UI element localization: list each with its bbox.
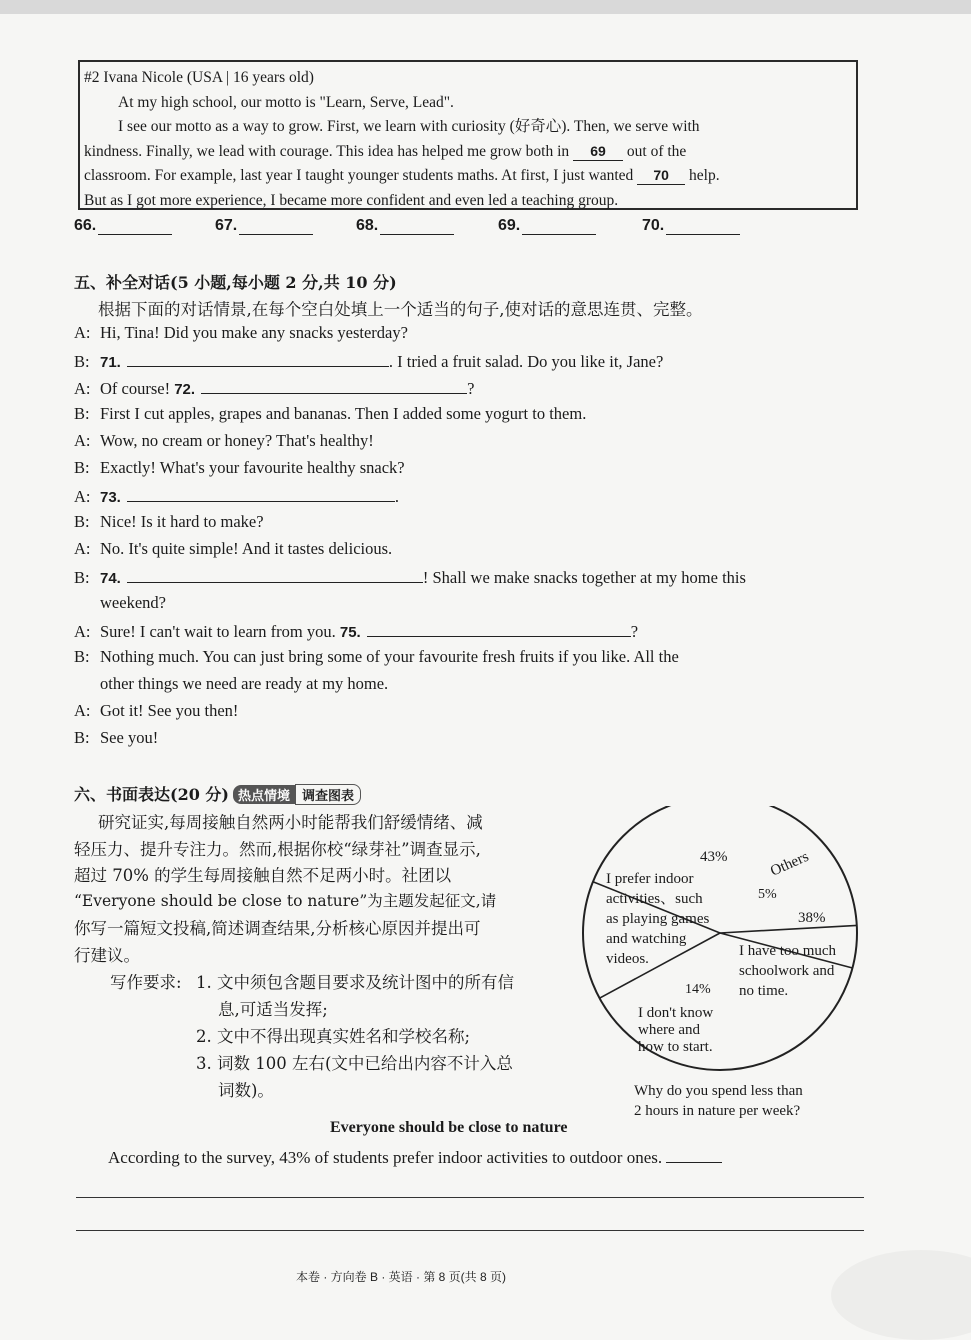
dialogue-line bbox=[74, 350, 663, 372]
pie-category-indoor: as playing games bbox=[606, 911, 710, 927]
dialogue-line bbox=[74, 485, 399, 507]
pie-category-schoolwork: schoolwork and bbox=[739, 963, 835, 979]
pie-caption-line: 2 hours in nature per week? bbox=[634, 1103, 801, 1119]
passage-line: classroom. For example, last year I taught younger students maths. At first, I just wanted 70 help. bbox=[84, 167, 720, 184]
speaker-label: A: bbox=[74, 487, 91, 506]
answer-blank[interactable] bbox=[127, 485, 395, 502]
pie-category-others: Others bbox=[768, 848, 812, 880]
writing-line[interactable] bbox=[76, 1197, 864, 1198]
pie-caption bbox=[634, 1081, 803, 1121]
section6-title: 六、书面表达(20 分) 热点情境 调查图表 bbox=[74, 782, 361, 805]
essay-title: Everyone should be close to nature bbox=[330, 1119, 568, 1136]
section6-para-line: 研究证实,每周接触自然两小时能帮我们舒缓情绪、减 bbox=[98, 813, 483, 832]
speaker-label: A: bbox=[74, 539, 91, 558]
speaker-label: B: bbox=[74, 647, 90, 666]
answer-69[interactable]: 69. bbox=[498, 216, 596, 235]
dialogue-text: Hi, Tina! Did you make any snacks yesterday? bbox=[100, 323, 408, 342]
dialogue-line bbox=[74, 728, 158, 748]
pie-label-5: 5% bbox=[758, 887, 777, 902]
dialogue-text: . bbox=[394, 487, 399, 506]
tag-survey-chart: 调查图表 bbox=[295, 784, 361, 805]
passage-line: I see our motto as a way to grow. First, we learn with curiosity (好奇心). Then, we serve with bbox=[118, 118, 700, 135]
answer-blank[interactable] bbox=[201, 377, 467, 394]
speaker-label: B: bbox=[74, 568, 90, 587]
dialogue-line bbox=[74, 323, 408, 343]
dialogue-line bbox=[74, 458, 405, 478]
dialogue-text: Of course! bbox=[100, 379, 175, 398]
speaker-label: A: bbox=[74, 379, 91, 398]
dialogue-text: Wow, no cream or honey? That's healthy! bbox=[100, 431, 374, 450]
question-number: 74. bbox=[100, 570, 121, 587]
speaker-label: B: bbox=[74, 728, 90, 747]
dialogue-text: other things we need are ready at my home. bbox=[100, 674, 389, 693]
question-number: 75. bbox=[339, 624, 361, 641]
requirement-item: 1. 文中须包含题目要求及统计图中的所有信 bbox=[196, 973, 514, 992]
speaker-label: A: bbox=[74, 431, 91, 450]
pie-label-38: 38% bbox=[798, 910, 826, 926]
dialogue-text: Sure! I can't wait to learn from you. bbox=[100, 622, 340, 641]
speaker-label: B: bbox=[74, 458, 90, 477]
passage-line: kindness. Finally, we lead with courage. This idea has helped me grow both in 69 out of the bbox=[84, 142, 687, 160]
pie-label-43: 43% bbox=[700, 849, 728, 865]
section6-para-line: 你写一篇短文投稿,简述调查结果,分析核心原因并提出可 bbox=[74, 919, 481, 938]
pie-category-dontknow: where and bbox=[638, 1022, 701, 1038]
speaker-label: B: bbox=[74, 352, 90, 371]
dialogue-line bbox=[74, 647, 679, 667]
section6-para-line: “Everyone should be close to nature”为主题发起征文,请 bbox=[74, 892, 497, 910]
requirement-item: 词数)。 bbox=[218, 1081, 274, 1100]
dialogue-text: Nothing much. You can just bring some of your favourite fresh fruits if you like. All the bbox=[100, 647, 679, 666]
requirement-item: 2. 文中不得出现真实姓名和学校名称; bbox=[196, 1027, 471, 1046]
answer-68[interactable]: 68. bbox=[356, 216, 454, 235]
answer-66[interactable]: 66. bbox=[74, 216, 172, 235]
pie-category-indoor: activities、such bbox=[606, 891, 703, 907]
passage-box bbox=[78, 60, 858, 210]
answer-67[interactable]: 67. bbox=[215, 216, 313, 235]
top-bar bbox=[0, 0, 971, 14]
dialogue-line bbox=[74, 620, 638, 642]
passage-line: At my high school, our motto is "Learn, Serve, Lead". bbox=[118, 93, 454, 111]
dialogue-text: Nice! Is it hard to make? bbox=[100, 512, 264, 531]
dialogue-text: ! Shall we make snacks together at my home this bbox=[422, 568, 746, 587]
answer-blank[interactable] bbox=[367, 620, 631, 637]
requirements-label: 写作要求: bbox=[110, 973, 182, 992]
pie-category-indoor: I prefer indoor bbox=[606, 871, 694, 887]
dialogue-text: weekend? bbox=[100, 593, 166, 612]
question-number: 71. bbox=[100, 354, 121, 371]
blank-70: 70 bbox=[637, 166, 685, 185]
section6-para-line: 轻压力、提升专注力。然而,根据你校“绿芽社”调查显示, bbox=[74, 840, 481, 859]
section5-title: 五、补全对话(5 小题,每小题 2 分,共 10 分) bbox=[74, 273, 397, 292]
pie-category-dontknow: how to start. bbox=[638, 1039, 713, 1055]
dialogue-line bbox=[74, 377, 474, 399]
answer-blank[interactable] bbox=[127, 566, 423, 583]
speaker-label: A: bbox=[74, 323, 91, 342]
dialogue-line bbox=[74, 593, 166, 613]
dialogue-line bbox=[74, 566, 746, 588]
pie-category-dontknow: I don't know bbox=[638, 1005, 714, 1021]
writing-line[interactable] bbox=[76, 1230, 864, 1231]
dialogue-text: First I cut apples, grapes and bananas. Then I added some yogurt to them. bbox=[100, 404, 587, 423]
pie-chart-svg bbox=[580, 806, 870, 1086]
answer-blank[interactable] bbox=[127, 350, 389, 367]
dialogue-line bbox=[74, 674, 388, 694]
section6-para-line: 行建议。 bbox=[74, 946, 140, 965]
dialogue-text: ? bbox=[630, 622, 639, 641]
dialogue-text: Exactly! What's your favourite healthy snack? bbox=[100, 458, 405, 477]
dialogue-line bbox=[74, 701, 238, 721]
requirement-item: 息,可适当发挥; bbox=[218, 1000, 328, 1019]
slice-boundary-others bbox=[720, 925, 857, 933]
pie-category-schoolwork: no time. bbox=[739, 983, 789, 999]
pie-caption-line: Why do you spend less than bbox=[634, 1083, 803, 1099]
speaker-label: B: bbox=[74, 512, 90, 531]
pie-chart bbox=[580, 806, 870, 1086]
question-number: 72. bbox=[174, 381, 196, 398]
passage-header: #2 Ivana Nicole (USA | 16 years old) bbox=[84, 69, 314, 86]
pie-category-indoor: videos. bbox=[606, 951, 649, 967]
essay-start: According to the survey, 43% of students prefer indoor activities to outdoor ones. bbox=[108, 1146, 722, 1168]
section5-instruction: 根据下面的对话情景,在每个空白处填上一个适当的句子,使对话的意思连贯、完整。 bbox=[98, 300, 703, 319]
answer-70[interactable]: 70. bbox=[642, 216, 740, 235]
section6-para-line: 超过 70% 的学生每周接触自然不足两小时。社团以 bbox=[74, 866, 452, 885]
dialogue-text: Got it! See you then! bbox=[100, 701, 239, 720]
dialogue-line bbox=[74, 539, 392, 559]
blank-69: 69 bbox=[573, 142, 623, 161]
dialogue-line bbox=[74, 431, 374, 451]
passage-line: But as I got more experience, I became more confident and even led a teaching group. bbox=[84, 191, 619, 209]
dialogue-text: . I tried a fruit salad. Do you like it, Jane? bbox=[388, 352, 664, 371]
question-number: 73. bbox=[100, 489, 121, 506]
dialogue-text: See you! bbox=[100, 728, 159, 747]
dialogue-line bbox=[74, 512, 264, 532]
page-corner-shadow bbox=[831, 1250, 971, 1340]
pie-category-indoor: and watching bbox=[606, 931, 687, 947]
speaker-label: A: bbox=[74, 701, 91, 720]
tag-hot-context: 热点情境 bbox=[233, 785, 295, 804]
pie-category-schoolwork: I have too much bbox=[739, 943, 837, 959]
page-footer: 本卷 · 方向卷 B · 英语 · 第 8 页(共 8 页) bbox=[296, 1270, 507, 1284]
dialogue-text: No. It's quite simple! And it tastes delicious. bbox=[100, 539, 393, 558]
requirement-item: 3. 词数 100 左右(文中已给出内容不计入总 bbox=[196, 1054, 513, 1073]
speaker-label: B: bbox=[74, 404, 90, 423]
pie-label-14: 14% bbox=[685, 982, 711, 997]
dialogue-text: ? bbox=[467, 379, 475, 398]
dialogue-line bbox=[74, 404, 586, 424]
speaker-label: A: bbox=[74, 622, 91, 641]
